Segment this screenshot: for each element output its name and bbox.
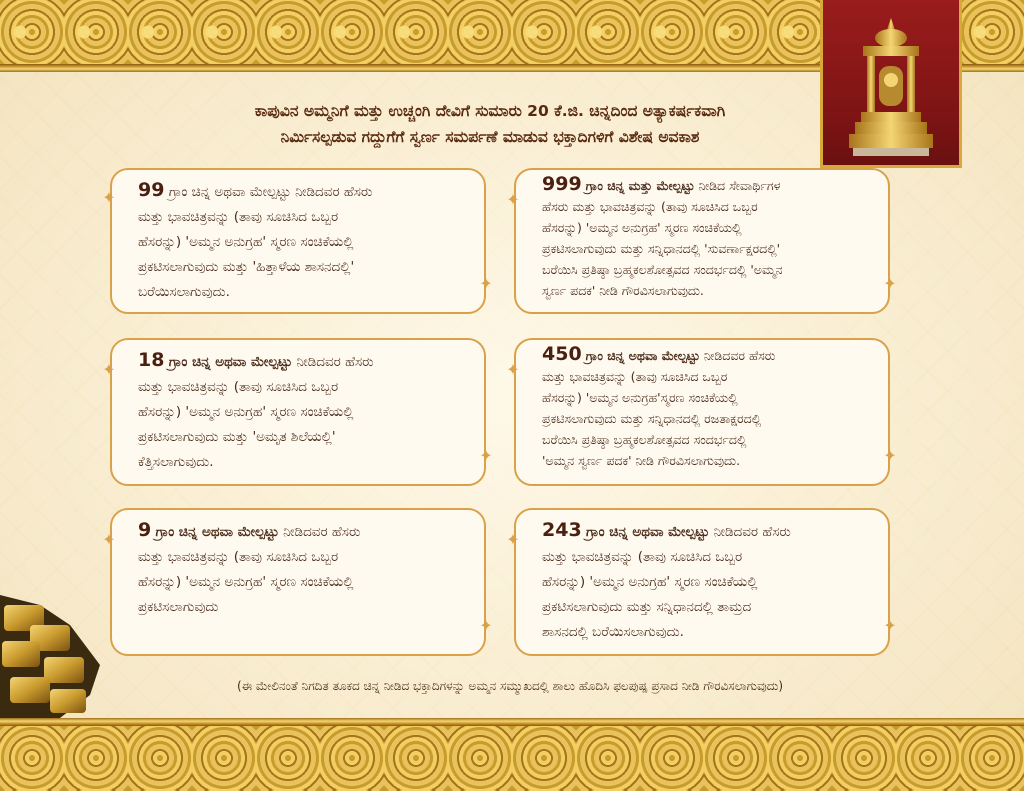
- card-line: ಕೆತ್ತಿಸಲಾಗುವುದು.: [138, 454, 214, 470]
- card-line: [138, 178, 470, 205]
- card-line: ಪ್ರಕಟಿಸಲಾಗುವುದು: [138, 599, 219, 615]
- card-line: [138, 518, 470, 545]
- card-line: ಹೆಸರು ಮತ್ತು ಭಾವಚಿತ್ರವನ್ನು (ತಾವು ಸೂಚಿಸಿದ ಒಬ್ಬರ: [542, 199, 758, 214]
- card-line: ಸ್ವರ್ಣ ಪದಕ' ನೀಡಿ ಗೌರವಿಸಲಾಗುವುದು.: [542, 283, 704, 298]
- sparkle-icon: ✦: [102, 530, 116, 549]
- card-line: ಹೆಸರನ್ನು) 'ಅಮ್ಮನ ಅನುಗ್ರಹ'ಸ್ಮರಣ ಸಂಚಿಕೆಯಲ್ಲಿ: [542, 390, 738, 405]
- card-line: ಮತ್ತು ಭಾವಚಿತ್ರವನ್ನು (ತಾವು ಸೂಚಿಸಿದ ಒಬ್ಬರ: [542, 369, 728, 384]
- card-text: ನೀಡಿದವರ ಹೆಸರು: [292, 354, 374, 370]
- card-grams: 18: [138, 349, 165, 371]
- card-line: ಹೆಸರನ್ನು) 'ಅಮ್ಮನ ಅನುಗ್ರಹ' ಸ್ಮರಣ ಸಂಚಿಕೆಯಲ್ಲಿ: [542, 574, 758, 590]
- footnote: (ಈ ಮೇಲಿನಂತೆ ನಿಗದಿತ ತೂಕದ ಚಿನ್ನ ನೀಡಿದ ಭಕ್ತಾದಿಗಳನ್ನು ಅಮ್ಮನ ಸಮ್ಮುಖದಲ್ಲಿ ಶಾಲು ಹೊದಿಸಿ ಫಲಪುಷ್ಪ ಪ್ರಸಾದ ನೀಡಿ ಗೌರವಿಸಲಾಗುವುದು): [236, 679, 784, 693]
- gold-bars-image: [0, 585, 104, 718]
- offer-card-999: [514, 168, 890, 314]
- card-text: ನೀಡಿದವರ ಹೆಸರು: [699, 348, 776, 363]
- bottom-border-line: [0, 718, 1024, 726]
- offer-card-243: [514, 508, 890, 656]
- card-line: ಬರೆಯಿಸಲಾಗುವುದು.: [138, 284, 230, 300]
- sparkle-icon: ✦: [506, 530, 520, 549]
- card-line: 'ಅಮ್ಮನ ಸ್ವರ್ಣ ಪದಕ' ನೀಡಿ ಗೌರವಿಸಲಾಗುವುದು.: [542, 453, 741, 468]
- card-lead: ಗ್ರಾಂ ಚಿನ್ನ ಮತ್ತು ಮೇಲ್ಪಟ್ಟು: [585, 178, 695, 193]
- offer-card-99: [110, 168, 486, 314]
- card-text: ನೀಡಿದ ಸೇವಾರ್ಥಿಗಳ: [694, 178, 781, 193]
- card-line: ಪ್ರಕಟಿಸಲಾಗುವುದು ಮತ್ತು 'ಹಿತ್ತಾಳೆಯ ಶಾಸನದಲ್ಲಿ': [138, 259, 355, 275]
- offer-card-18: [110, 338, 486, 486]
- card-grams: 450: [542, 343, 582, 365]
- card-line: [542, 344, 874, 366]
- card-line: ಮತ್ತು ಭಾವಚಿತ್ರವನ್ನು (ತಾವು ಸೂಚಿಸಿದ ಒಬ್ಬರ: [138, 209, 339, 225]
- card-line: ಪ್ರಕಟಿಸಲಾಗುವುದು ಮತ್ತು 'ಅಮೃತ ಶಿಲೆಯಲ್ಲಿ': [138, 429, 336, 445]
- card-grams: 999: [542, 173, 582, 195]
- page-title: [150, 98, 830, 150]
- card-grams: 9: [138, 519, 152, 541]
- card-lead: ಗ್ರಾಂ ಚಿನ್ನ ಅಥವಾ ಮೇಲ್ಪಟ್ಟು: [585, 348, 700, 363]
- sparkle-icon: ✦: [506, 360, 520, 379]
- title-line-2: ನಿರ್ಮಿಸಲ್ಪಡುವ ಗದ್ದುಗೆಗೆ ಸ್ವರ್ಣ ಸಮರ್ಪಣೆ ಮಾಡುವ ಭಕ್ತಾದಿಗಳಿಗೆ ವಿಶೇಷ ಅವಕಾಶ: [280, 128, 700, 146]
- card-line: ಮತ್ತು ಭಾವಚಿತ್ರವನ್ನು (ತಾವು ಸೂಚಿಸಿದ ಒಬ್ಬರ: [138, 379, 339, 395]
- card-lead: ಗ್ರಾಂ ಚಿನ್ನ ಅಥವಾ ಮೇಲ್ಪಟ್ಟು: [155, 524, 279, 540]
- card-grams: 243: [542, 519, 582, 541]
- card-line: [138, 348, 470, 375]
- bottom-gold-border: [0, 726, 1024, 791]
- sparkle-icon: ✦: [102, 360, 116, 379]
- card-line: ಬರೆಯಿಸಿ ಪ್ರತಿಷ್ಠಾ ಬ್ರಹ್ಮಕಲಶೋತ್ಸವದ ಸಂದರ್ಭದಲ್ಲಿ: [542, 432, 747, 447]
- card-lead: ಗ್ರಾಂ ಚಿನ್ನ ಅಥವಾ ಮೇಲ್ಪಟ್ಟು: [585, 524, 710, 540]
- card-line: ಮತ್ತು ಭಾವಚಿತ್ರವನ್ನು (ತಾವು ಸೂಚಿಸಿದ ಒಬ್ಬರ: [138, 549, 339, 565]
- card-lead: ಗ್ರಾಂ ಚಿನ್ನ ಅಥವಾ ಮೇಲ್ಪಟ್ಟು: [168, 184, 291, 200]
- sparkle-icon: ✦: [479, 274, 493, 293]
- sparkle-icon: ✦: [883, 616, 897, 635]
- card-line: ಹೆಸರನ್ನು) 'ಅಮ್ಮನ ಅನುಗ್ರಹ' ಸ್ಮರಣ ಸಂಚಿಕೆಯಲ್ಲಿ: [542, 220, 742, 235]
- title-line-1: ಕಾಪುವಿನ ಅಮ್ಮನಿಗೆ ಮತ್ತು ಉಚ್ಚಂಗಿ ದೇವಿಗೆ ಸುಮಾರು 20 ಕೆ.ಜಿ. ಚಿನ್ನದಿಂದ ಅತ್ಯಾಕರ್ಷಕವಾಗಿ: [254, 102, 726, 120]
- card-line: ಪ್ರಕಟಿಸಲಾಗುವುದು ಮತ್ತು ಸನ್ನಿಧಾನದಲ್ಲಿ ರಜತಾಕ್ಷರದಲ್ಲಿ: [542, 411, 762, 426]
- card-line: ಹೆಸರನ್ನು) 'ಅಮ್ಮನ ಅನುಗ್ರಹ' ಸ್ಮರಣ ಸಂಚಿಕೆಯಲ್ಲಿ: [138, 404, 354, 420]
- card-text: ನೀಡಿದವರ ಹೆಸರು: [290, 184, 373, 200]
- card-grams: 99: [138, 179, 165, 201]
- card-line: ಹೆಸರನ್ನು) 'ಅಮ್ಮನ ಅನುಗ್ರಹ' ಸ್ಮರಣ ಸಂಚಿಕೆಯಲ್ಲಿ: [138, 574, 354, 590]
- card-line: [542, 174, 874, 196]
- sparkle-icon: ✦: [479, 616, 493, 635]
- sparkle-icon: ✦: [883, 446, 897, 465]
- sparkle-icon: ✦: [479, 446, 493, 465]
- shrine-image: [820, 0, 962, 168]
- offer-card-9: [110, 508, 486, 656]
- card-line: ಬರೆಯಿಸಿ ಪ್ರತಿಷ್ಠಾ ಬ್ರಹ್ಮಕಲಶೋತ್ಸವದ ಸಂದರ್ಭದಲ್ಲಿ 'ಅಮ್ಮನ: [542, 262, 783, 277]
- sparkle-icon: ✦: [102, 188, 116, 207]
- card-text: ನೀಡಿದವರ ಹೆಸರು: [278, 524, 361, 540]
- card-line: ಪ್ರಕಟಿಸಲಾಗುವುದು ಮತ್ತು ಸನ್ನಿಧಾನದಲ್ಲಿ ತಾಮ್ರದ: [542, 599, 752, 615]
- offer-card-450: [514, 338, 890, 486]
- card-text: ನೀಡಿದವರ ಹೆಸರು: [709, 524, 791, 540]
- card-line: ಪ್ರಕಟಿಸಲಾಗುವುದು ಮತ್ತು ಸನ್ನಿಧಾನದಲ್ಲಿ 'ಸುವರ್ಣಾಕ್ಷರದಲ್ಲಿ': [542, 241, 781, 256]
- card-line: ಶಾಸನದಲ್ಲಿ ಬರೆಯಿಸಲಾಗುವುದು.: [542, 624, 684, 640]
- sparkle-icon: ✦: [506, 190, 520, 209]
- card-line: ಮತ್ತು ಭಾವಚಿತ್ರವನ್ನು (ತಾವು ಸೂಚಿಸಿದ ಒಬ್ಬರ: [542, 549, 743, 565]
- card-lead: ಗ್ರಾಂ ಚಿನ್ನ ಅಥವಾ ಮೇಲ್ಪಟ್ಟು: [168, 354, 293, 370]
- card-line: ಹೆಸರನ್ನು) 'ಅಮ್ಮನ ಅನುಗ್ರಹ' ಸ್ಮರಣ ಸಂಚಿಕೆಯಲ್ಲಿ: [138, 234, 354, 250]
- sparkle-icon: ✦: [883, 274, 897, 293]
- card-line: [542, 518, 874, 545]
